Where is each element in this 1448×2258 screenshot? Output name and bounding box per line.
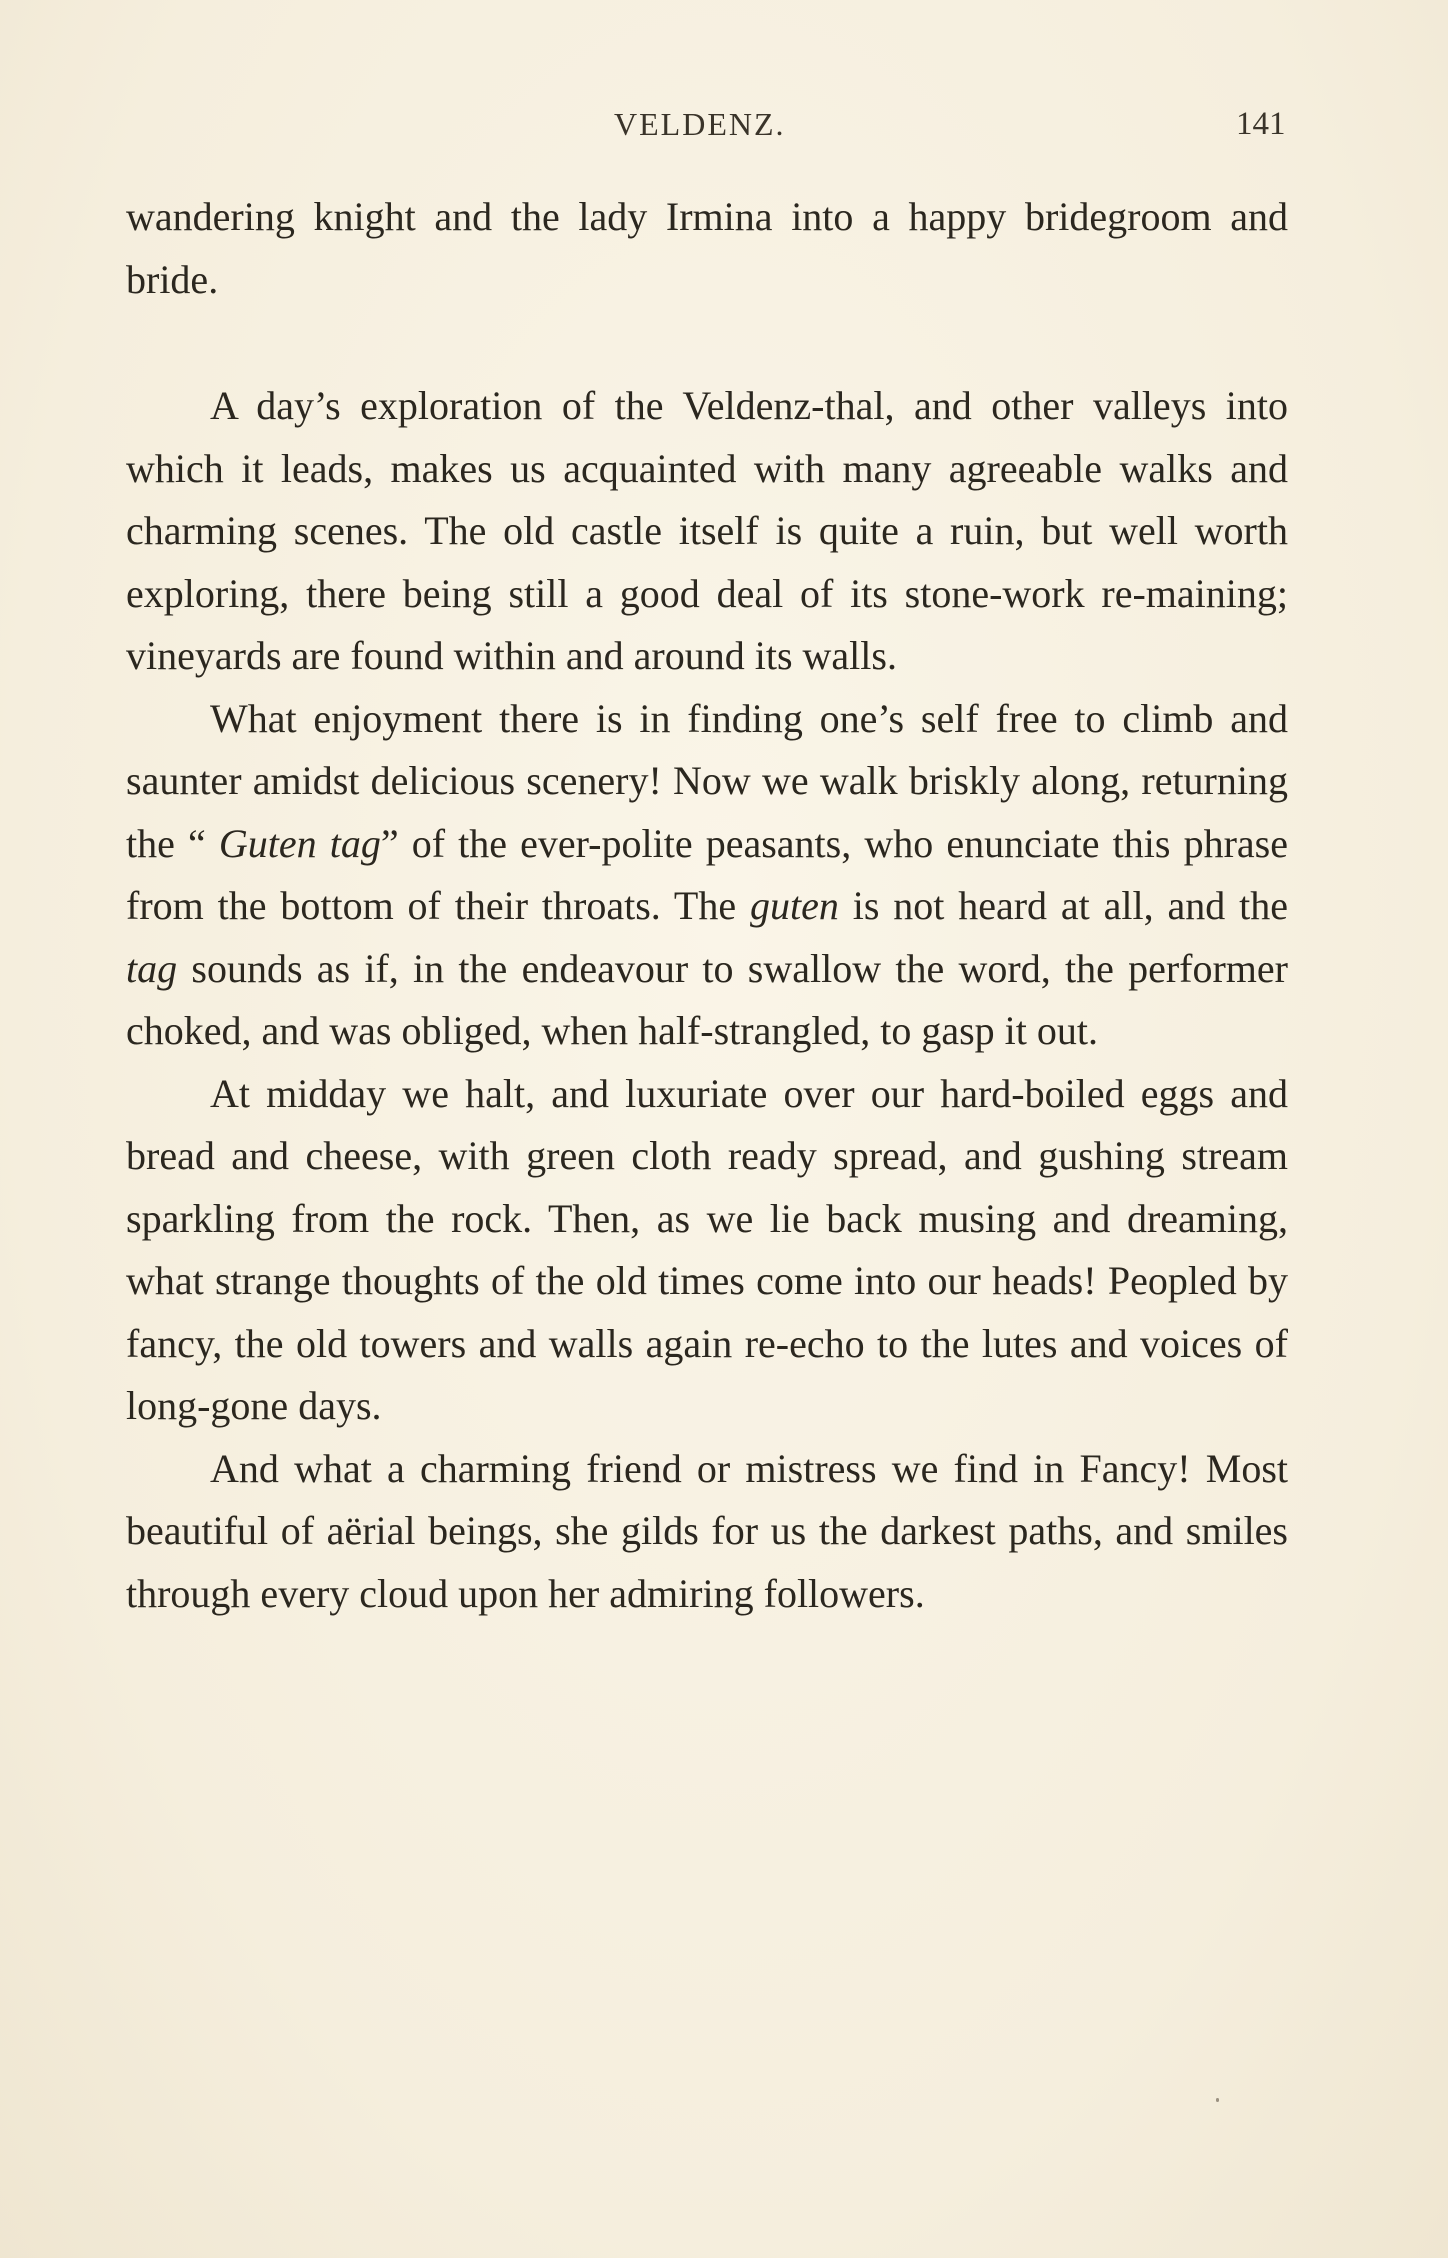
page-number: 141 (1236, 106, 1286, 142)
paragraph-1: wandering knight and the lady Irmina into a happy bridegroom and bride. (126, 194, 1288, 302)
italic-guten: guten (749, 883, 839, 928)
running-head (0, 106, 1448, 156)
paragraph-3-part-4: sounds as if, in the endeavour to swallow the word, the performer choked, and was obliged, when half-strangled, to gasp it out. (126, 945, 1288, 1053)
italic-guten-tag: Guten tag (218, 820, 381, 866)
paragraph-3-part-3: is not heard at all, and the (838, 883, 1288, 928)
paragraph-4: At midday we halt, and luxuriate over our hard-boiled eggs and bread and cheese, with green cloth ready spread, and gushing stream sparkling from the rock. Then, as we lie back musing and dreaming, what strange thoughts of the old times come into our heads! Peopled by fancy, the old towers and walls again re-echo to the lutes and voices of long-gone days. (126, 1070, 1288, 1428)
paragraph-3-part-1: What enjoyment there is in finding one’s self free to climb and saunter amidst delicious scenery! Now we walk briskly along, returning the “ (126, 695, 1288, 866)
italic-tag: tag (126, 945, 178, 991)
body-text (126, 186, 1288, 1625)
paragraph-3 (126, 688, 1288, 1063)
paragraph-5: And what a charming friend or mistress we find in Fancy! Most beautiful of aërial beings, she gilds for us the darkest paths, and smiles through every cloud upon her admiring followers. (126, 1445, 1288, 1616)
paragraph-3-part-2: ” of the ever-polite peasants, who enunciate this phrase from the bottom of their throats. The (126, 820, 1288, 928)
running-head-title: VELDENZ. (614, 106, 786, 142)
paragraph-2: A day’s exploration of the Veldenz-thal, and other valleys into which it leads, makes us acquainted with many agreeable walks and charming scenes. The old castle itself is quite a ruin, but well worth exploring, there being still a good deal of its stone-work re-maining; vineyards are found within and around its walls. (126, 383, 1288, 678)
paper-speck (1216, 2098, 1219, 2102)
